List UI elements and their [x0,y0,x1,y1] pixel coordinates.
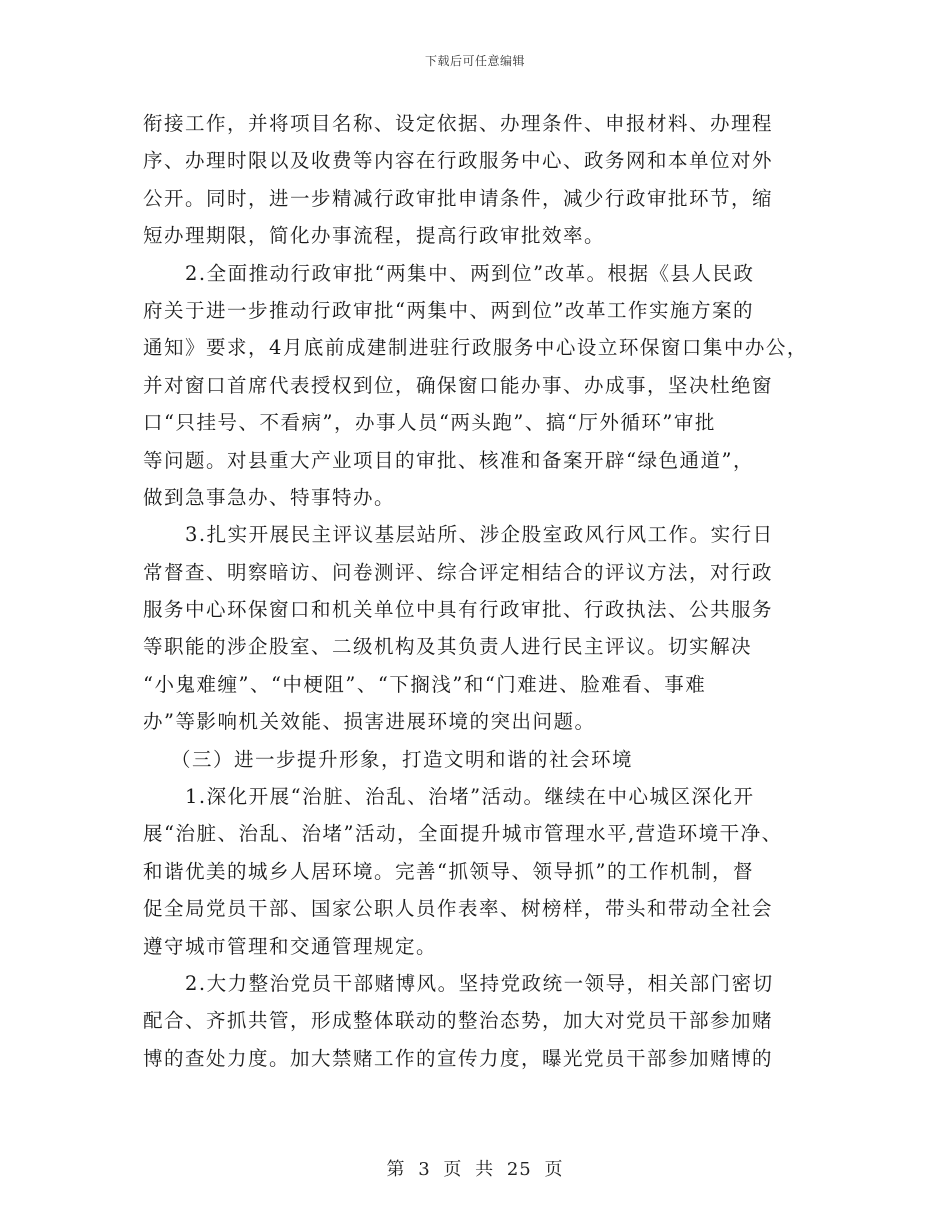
text-line: 1.深化开展“治脏、治乱、治堵”活动。继续在中心城区深化开 [185,785,755,809]
document-body [143,105,823,1077]
text-line: 2.大力整治党员干部赌博风。坚持党政统一领导，相关部门密切 [185,971,774,995]
text-line: 衔接工作，并将项目名称、设定依据、办理条件、申报材料、办理程 [143,112,774,135]
text-line: 做到急事急办、特事特办。 [143,485,396,509]
page-footer: 第 3 页 共 25 页 [386,1159,564,1180]
text-line: 促全局党员干部、国家公职人员作表率、树榜样，带头和带动全社会 [143,897,774,921]
text-line: 等职能的涉企股室、二级机构及其负责人进行民主评议。切实解决 [143,635,753,659]
text-line: 序、办理时限以及收费等内容在行政服务中心、政务网和本单位对外 [143,149,774,173]
text-line: 等问题。对县重大产业项目的审批、核准和备案开辟“绿色通道”， [143,448,754,472]
text-line: 2.全面推动行政审批“两集中、两到位”改革。根据《县人民政 [185,261,755,285]
text-line: 博的查处力度。加大禁赌工作的宣传力度，曝光党员干部参加赌博的 [143,1046,774,1070]
text-line: 办”等影响机关效能、损害进展环境的突出问题。 [143,710,596,734]
text-line: “小鬼难缠”、“中梗阻”、“下搁浅”和“门难进、脸难看、事难 [143,672,707,696]
text-line: 常督查、明察暗访、问卷测评、综合评定相结合的评议方法，对行政 [143,560,774,584]
section-heading: （三）进一步提升形象，打造文明和谐的社会环境 [171,747,634,771]
text-line: 3.扎实开展民主评议基层站所、涉企股室政风行风工作。实行日 [185,523,774,547]
page-header: 下载后可任意编辑 [424,54,525,68]
text-line: 遵守城市管理和交通管理规定。 [143,934,438,958]
text-line: 服务中心环保窗口和机关单位中具有行政审批、行政执法、公共服务 [143,598,774,622]
text-line: 和谐优美的城乡人居环境。完善“抓领导、领导抓”的工作机制，督 [143,859,754,883]
text-line: 展“治脏、治乱、治堵”活动，全面提升城市管理水平,营造环境干净、 [143,822,783,846]
text-line: 府关于进一步推动行政审批“两集中、两到位”改革工作实施方案的 [143,298,754,322]
text-line: 通知》要求，4月底前成建制进驻行政服务中心设立环保窗口集中办公， [143,336,808,360]
text-line: 短办理期限，简化办事流程，提高行政审批效率。 [143,224,606,248]
text-line: 公开。同时，进一步精减行政审批申请条件，减少行政审批环节，缩 [143,186,774,210]
text-line: 口“只挂号、不看病”，办事人员“两头跑”、搞“厅外循环”审批 [143,411,716,435]
text-line: 并对窗口首席代表授权到位，确保窗口能办事、办成事，坚决杜绝窗 [143,373,774,397]
text-line: 配合、齐抓共管，形成整体联动的整治态势，加大对党员干部参加赌 [143,1009,774,1033]
